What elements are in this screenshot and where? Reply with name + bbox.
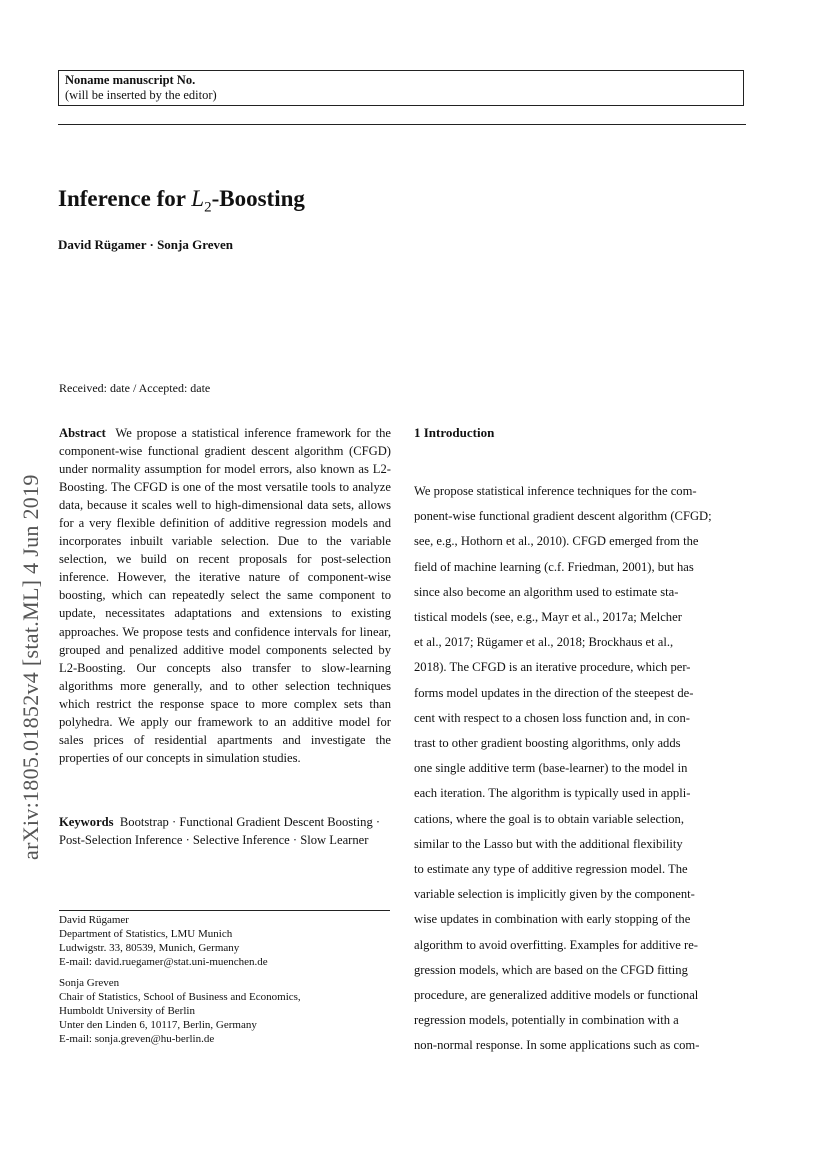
affiliation-line: David Rügamer [59, 914, 129, 926]
keywords [59, 814, 391, 849]
keywords-text: Bootstrap · Functional Gradient Descent Boosting · Post-Selection Inference · Selective Inference · Slow Learner [59, 815, 381, 847]
paper-title [58, 186, 305, 217]
title-prefix: Inference for [58, 186, 192, 211]
intro-line: variable selection is implicitly given by the component- [414, 887, 695, 902]
intro-line: cent with respect to a chosen loss function and, in con- [414, 710, 690, 725]
section-heading-introduction: 1 Introduction [414, 425, 495, 440]
intro-line: tistical models (see, e.g., Mayr et al., 2017a; Melcher [414, 610, 682, 625]
affiliations [59, 913, 391, 1046]
affiliation-line: Chair of Statistics, School of Business and Economics, [59, 991, 301, 1003]
intro-line: since also become an algorithm used to estimate sta- [414, 584, 679, 599]
abstract [59, 424, 391, 767]
header-rule [58, 124, 746, 125]
manuscript-header-box [58, 70, 744, 106]
affiliation-line: Humboldt University of Berlin [59, 1005, 195, 1017]
intro-line: non-normal response. In some applications such as com- [414, 1038, 700, 1053]
intro-line: similar to the Lasso but with the additional flexibility [414, 836, 683, 851]
received-date: Received: date / Accepted: date [59, 381, 211, 395]
keywords-label: Keywords [59, 815, 114, 829]
intro-line: one single additive term (base-learner) to the model in [414, 761, 688, 776]
affiliation-line: Department of Statistics, LMU Munich [59, 928, 233, 940]
intro-line: ponent-wise functional gradient descent algorithm (CFGD; [414, 509, 712, 524]
affiliation-line: Sonja Greven [59, 977, 120, 989]
editor-note: (will be inserted by the editor) [65, 88, 217, 102]
intro-line: cations, where the goal is to obtain variable selection, [414, 811, 684, 826]
intro-line: wise updates in combination with early stopping of the [414, 912, 691, 927]
title-suffix: -Boosting [211, 186, 305, 211]
intro-line: each iteration. The algorithm is typically used in appli- [414, 786, 691, 801]
intro-line: regression models, potentially in combination with a [414, 1013, 679, 1028]
manuscript-number: Noname manuscript No. [65, 73, 196, 87]
intro-line: forms model updates in the direction of the steepest de- [414, 685, 694, 700]
intro-line: gression models, which are based on the CFGD fitting [414, 962, 688, 977]
intro-line: field of machine learning (c.f. Friedman, 2001), but has [414, 559, 694, 574]
intro-line: procedure, are generalized additive models or functional [414, 988, 699, 1003]
title-subscript: 2 [204, 199, 212, 216]
intro-line: We propose statistical inference techniques for the com- [414, 484, 697, 498]
intro-line: et al., 2017; Rügamer et al., 2018; Brockhaus et al., [414, 635, 674, 650]
intro-line: 2018). The CFGD is an iterative procedure, which per- [414, 660, 691, 675]
abstract-text: We propose a statistical inference framework for the component-wise functional gradient descent algorithm (CFGD) under normality assumption for model errors, also known as L2-Boosting. The CFGD is one of the most versatile tools to analyze data, because it scales well to high-dimensional data sets, allows for a very flexible definition of additive regression models and incorporates inbuilt variable selection. Due to the variable selection, we build on recent proposals for post-selection inference. However, the iterative nature of component-wise boosting, which can repeatedly select the same component to update, necessitates adaptations and extensions to existing approaches. We propose tests and confidence intervals for linear, grouped and penalized additive model components selected by L2-Boosting. Our concepts also transfer to slow-learning algorithms more generally, and to other selection techniques which restrict the response space to more complex sets than polyhedra. We apply our framework to an additive model for sales prices of residential apartments and investigate the properties of our concepts in simulation studies. [59, 426, 391, 765]
title-symbol: L [191, 186, 205, 211]
abstract-label: Abstract [59, 426, 106, 440]
intro-line: trast to other gradient boosting algorithms, only adds [414, 736, 681, 751]
affiliation-line: Unter den Linden 6, 10117, Berlin, Germany [59, 1019, 257, 1031]
affiliation-line: E-mail: sonja.greven@hu-berlin.de [59, 1033, 215, 1045]
intro-line: algorithm to avoid overfitting. Examples for additive re- [414, 937, 698, 952]
intro-line: see, e.g., Hothorn et al., 2010). CFGD emerged from the [414, 534, 699, 549]
footnote-rule [59, 910, 390, 911]
introduction-body [414, 479, 746, 1059]
affiliation-line: Ludwigstr. 33, 80539, Munich, Germany [59, 942, 240, 954]
intro-line: to estimate any type of additive regression model. The [414, 862, 688, 877]
affiliation-line: E-mail: david.ruegamer@stat.uni-muenchen.de [59, 956, 268, 968]
author-list: David Rügamer · Sonja Greven [58, 237, 234, 252]
arxiv-stamp: arXiv:1805.01852v4 [stat.ML] 4 Jun 2019 [18, 474, 43, 860]
